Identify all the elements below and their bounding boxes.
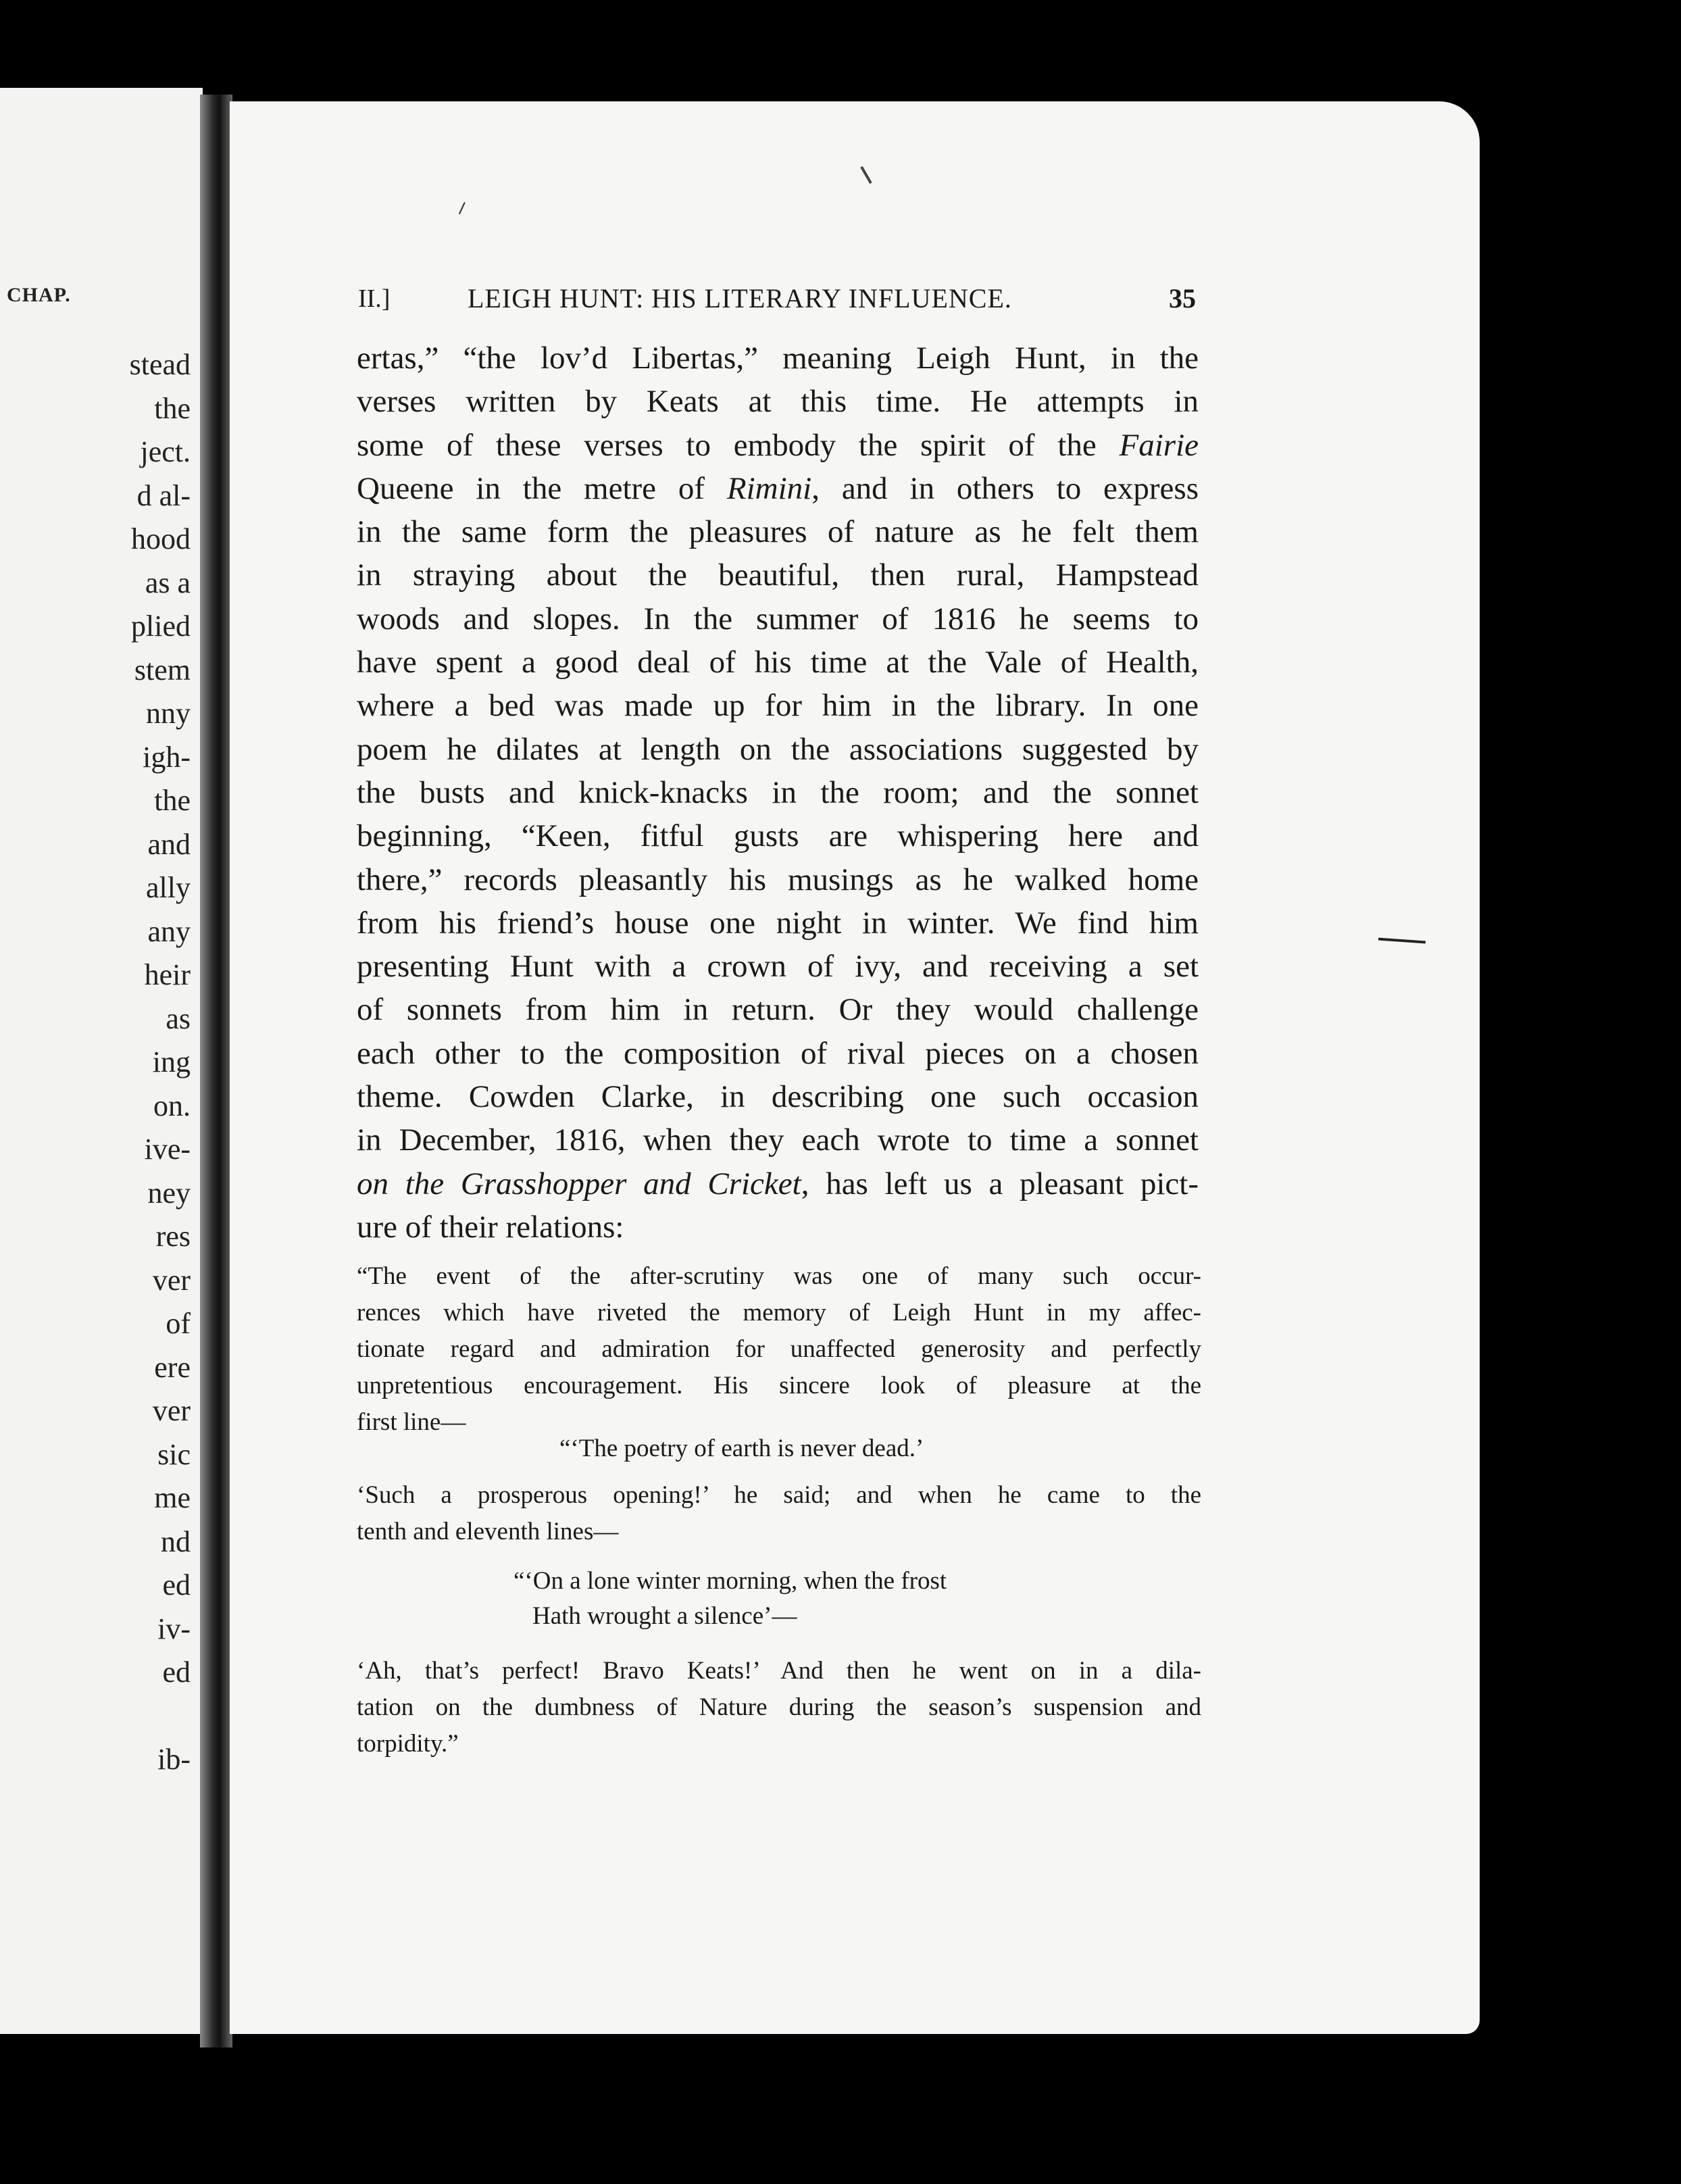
left-page-line-fragment: ject. <box>140 435 191 468</box>
left-page-line-fragment: ver <box>152 1394 191 1427</box>
left-page-line-fragment: plied <box>131 610 191 643</box>
scan-speck <box>860 166 872 184</box>
page-number: 35 <box>1169 283 1196 314</box>
chapter-number: II.] <box>358 284 391 313</box>
left-page-line-endings <box>130 343 191 1782</box>
left-page-line-fragment: sic <box>157 1437 191 1471</box>
book-page <box>230 101 1480 2034</box>
left-page-line-fragment: hood <box>131 522 191 555</box>
text-line: have spent a good deal of his time at the Vale of Health, <box>357 645 1199 680</box>
left-page-line-fragment: as <box>166 1001 191 1035</box>
left-page-line-fragment: stead <box>129 348 191 381</box>
left-page-line-fragment: res <box>155 1220 191 1253</box>
text-line: woods and slopes. In the summer of 1816 he seems to <box>357 601 1199 637</box>
left-page-line-fragment: stem <box>134 653 191 687</box>
text-line: theme. Cowden Clarke, in describing one such occasion <box>357 1079 1199 1115</box>
verse-line: Hath wrought a silence’— <box>532 1602 797 1630</box>
text-line: first line— <box>357 1408 466 1436</box>
text-line: there,” records pleasantly his musings as he walked home <box>357 862 1199 897</box>
text-line: tenth and eleventh lines— <box>357 1518 619 1545</box>
running-head <box>358 278 1196 319</box>
block-quote-part-3 <box>357 1653 1201 1762</box>
text-line: from his friend’s house one night in winter. We find him <box>357 905 1199 941</box>
text-line: poem he dilates at length on the associations suggested by <box>357 731 1199 767</box>
text-line: each other to the composition of rival pieces on a chosen <box>357 1035 1199 1071</box>
text-line: presenting Hunt with a crown of ivy, and receiving a set <box>357 949 1199 985</box>
left-facing-page <box>0 88 203 2034</box>
verse-line: “‘On a lone winter morning, when the frost <box>513 1567 947 1595</box>
body-paragraph <box>357 337 1199 1249</box>
left-page-line-fragment: me <box>154 1481 191 1514</box>
left-page-line-fragment: on. <box>153 1089 191 1122</box>
left-page-line-fragment: ally <box>146 871 191 904</box>
text-line: on the Grasshopper and Cricket, has left us a pleasant pict- <box>357 1166 1199 1201</box>
left-page-line-fragment: any <box>147 914 191 948</box>
verse-quotation-1: “‘The poetry of earth is never dead.’ <box>559 1435 924 1462</box>
left-page-line-fragment: nd <box>161 1524 191 1558</box>
text-line: beginning, “Keen, fitful gusts are whispering here and <box>357 818 1199 854</box>
text-line: in December, 1816, when they each wrote to time a sonnet <box>357 1122 1199 1158</box>
left-page-line-fragment: d al- <box>136 478 191 512</box>
text-line: ure of their relations: <box>357 1209 624 1245</box>
left-page-line-fragment: iv- <box>157 1612 191 1645</box>
left-page-line-fragment: the <box>154 784 191 817</box>
text-line: Queene in the metre of Rimini, and in others to express <box>357 470 1199 506</box>
text-line: some of these verses to embody the spirit of the Fairie <box>357 427 1199 463</box>
text-line: torpidity.” <box>357 1730 459 1758</box>
left-page-running-head: CHAP. <box>7 284 71 306</box>
text-line: rences which have riveted the memory of Leigh Hunt in my affec- <box>357 1299 1201 1326</box>
text-line: in straying about the beautiful, then rural, Hampstead <box>357 557 1199 593</box>
text-line: in the same form the pleasures of nature as he felt them <box>357 514 1199 550</box>
left-page-line-fragment: the <box>154 391 191 425</box>
left-page-line-fragment: ive- <box>144 1133 191 1166</box>
text-line: ertas,” “the lov’d Libertas,” meaning Leigh Hunt, in the <box>357 341 1199 376</box>
left-page-line-fragment: ere <box>154 1350 191 1384</box>
text-line: of sonnets from him in return. Or they would challenge <box>357 992 1199 1028</box>
text-line: where a bed was made up for him in the library. In one <box>357 688 1199 724</box>
left-page-line-fragment: ver <box>152 1263 191 1297</box>
text-line: tionate regard and admiration for unaffected generosity and perfectly <box>357 1335 1201 1363</box>
left-page-line-fragment: of <box>166 1307 191 1340</box>
text-line: verses written by Keats at this time. He attempts in <box>357 384 1199 420</box>
scan-speck <box>1378 938 1426 944</box>
left-page-line-fragment: heir <box>144 958 191 991</box>
left-page-line-fragment: ed <box>162 1568 191 1602</box>
running-title: LEIGH HUNT: HIS LITERARY INFLUENCE. <box>468 283 1012 314</box>
scan-speck: ⸝ <box>448 185 472 219</box>
left-page-line-fragment: and <box>147 827 191 861</box>
text-line: ‘Ah, that’s perfect! Bravo Keats!’ And then he went on in a dila- <box>357 1657 1201 1685</box>
left-page-line-fragment: igh- <box>143 740 191 774</box>
text-line: tation on the dumbness of Nature during the season’s suspension and <box>357 1693 1201 1721</box>
text-line: unpretentious encouragement. His sincere look of pleasure at the <box>357 1372 1201 1399</box>
left-page-line-fragment: ney <box>147 1176 191 1210</box>
left-page-line-fragment: ing <box>152 1045 191 1078</box>
text-line: ‘Such a prosperous opening!’ he said; and when he came to the <box>357 1481 1201 1509</box>
left-page-line-fragment: as a <box>145 566 191 599</box>
left-page-line-fragment: ib- <box>157 1743 191 1776</box>
text-line: the busts and knick-knacks in the room; and the sonnet <box>357 774 1199 810</box>
block-quote-part-1 <box>357 1258 1201 1441</box>
verse-quotation-2 <box>513 1564 947 1634</box>
block-quote-part-2 <box>357 1477 1201 1550</box>
book-gutter <box>200 95 232 2048</box>
text-line: “The event of the after-scrutiny was one of many such occur- <box>357 1262 1201 1290</box>
left-page-line-fragment: nny <box>146 697 191 730</box>
left-page-line-fragment <box>130 1695 191 1739</box>
left-page-line-fragment: ed <box>162 1656 191 1689</box>
